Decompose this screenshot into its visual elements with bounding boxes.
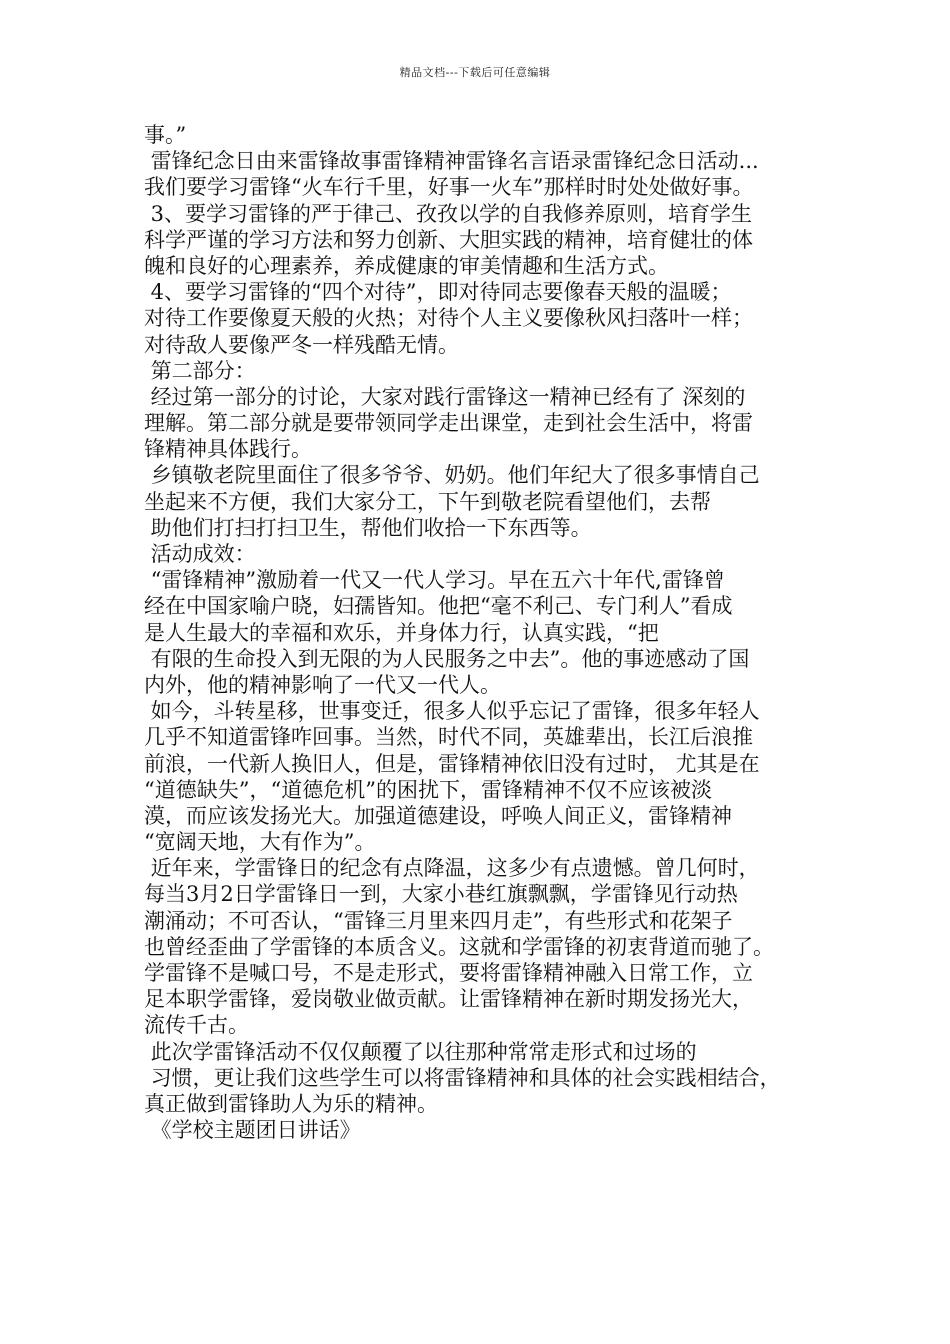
- text-line: 近年来，学雷锋日的纪念有点降温，这多少有点遗憾。曾几何时，: [144, 856, 760, 881]
- text-line: 此次学雷锋活动不仅仅颠覆了以往那种常常走形式和过场的: [144, 1039, 697, 1064]
- text-line: 是人生最大的幸福和欢乐，并身体力行，认真实践，“把: [144, 620, 659, 645]
- text-line: 潮涌动；不可否认，“雷锋三月里来四月走”，有些形式和花架子: [144, 908, 733, 933]
- text-line: 锋精神具体践行。: [144, 437, 312, 462]
- text-line: 雷锋纪念日由来雷锋故事雷锋精神雷锋名言语录雷锋纪念日活动...: [144, 149, 759, 174]
- section-heading: 活动成效：: [144, 542, 256, 566]
- text-line: 经在中国家喻户晓，妇孺皆知。他把“毫不利己、专门利人”看成: [144, 594, 733, 619]
- page-header: 精品文档---下载后可任意编辑: [399, 66, 551, 79]
- text-line: “宽阔天地，大有作为”。: [144, 830, 376, 855]
- text-line: 事。”: [144, 123, 187, 147]
- text-line: 每当3月2日学雷锋日一到，大家小巷红旗飘飘，学雷锋见行动热: [144, 882, 738, 907]
- text-line: 4、要学习雷锋的“四个对待”，即对待同志要像春天般的温暖；: [144, 280, 732, 305]
- text-line: 学雷锋不是喊口号，不是走形式，要将雷锋精神融入日常工作，立: [144, 961, 753, 985]
- text-line: 习惯，更让我们这些学生可以将雷锋精神和具体的社会实践相结合，: [144, 1065, 781, 1090]
- text-line: “道德缺失”，“道德危机”的困扰下，雷锋精神不仅不应该被淡: [144, 777, 712, 802]
- text-line: 内外，他的精神影响了一代又一代人。: [144, 672, 501, 697]
- text-line: 魄和良好的心理素养，养成健康的审美情趣和生活方式。: [144, 253, 669, 278]
- text-line: 如今，斗转星移，世事变迁，很多人似乎忘记了雷锋，很多年轻人: [144, 699, 760, 724]
- text-line: 也曾经歪曲了学雷锋的本质含义。这就和学雷锋的初衷背道而驰了。: [144, 934, 774, 959]
- text-line: 几乎不知道雷锋咋回事。当然，时代不同，英雄辈出，长江后浪推: [144, 725, 753, 750]
- text-line: 有限的生命投入到无限的为人民服务之中去”。他的事迹感动了国: [144, 646, 750, 671]
- document-body: [144, 122, 824, 1143]
- text-line: 真正做到雷锋助人为乐的精神。: [144, 1091, 438, 1116]
- text-line: 我们要学习雷锋“火车行千里，好事一火车”那样时时处处做好事。: [144, 175, 754, 200]
- document-title-reference: 《学校主题团日讲话》: [144, 1118, 361, 1143]
- text-line: 经过第一部分的讨论，大家对践行雷锋这一精神已经有了 深刻的: [144, 384, 746, 409]
- text-line: 3、要学习雷锋的严于律己、孜孜以学的自我修养原则，培育学生: [144, 201, 753, 226]
- text-line: “雷锋精神”激励着一代又一代人学习。早在五六十年代,雷锋曾: [144, 568, 725, 593]
- text-line: 足本职学雷锋，爱岗敬业做贡献。让雷锋精神在新时期发扬光大，: [144, 987, 753, 1012]
- text-line: 前浪，一代新人换旧人，但是，雷锋精神依旧没有过时， 尤其是在: [144, 751, 760, 776]
- text-line: 对待工作要像夏天般的火热；对待个人主义要像秋风扫落叶一样；: [144, 306, 753, 331]
- section-heading: 第二部分：: [144, 358, 256, 383]
- text-line: 科学严谨的学习方法和努力创新、大胆实践的精神，培育健壮的体: [144, 227, 753, 252]
- text-line: 乡镇敬老院里面住了很多爷爷、奶奶。他们年纪大了很多事情自己: [144, 463, 760, 488]
- text-line: 漠，而应该发扬光大。加强道德建设，呼唤人间正义，雷锋精神: [144, 803, 732, 828]
- text-line: 流传千古。: [144, 1013, 249, 1038]
- text-line: 助他们打扫打扫卫生，帮他们收拾一下东西等。: [144, 515, 592, 540]
- text-line: 理解。第二部分就是要带领同学走出课堂，走到社会生活中，将雷: [144, 411, 753, 436]
- text-line: 对待敌人要像严冬一样残酷无情。: [144, 332, 459, 357]
- text-line: 坐起来不方便，我们大家分工，下午到敬老院看望他们，去帮: [144, 489, 711, 514]
